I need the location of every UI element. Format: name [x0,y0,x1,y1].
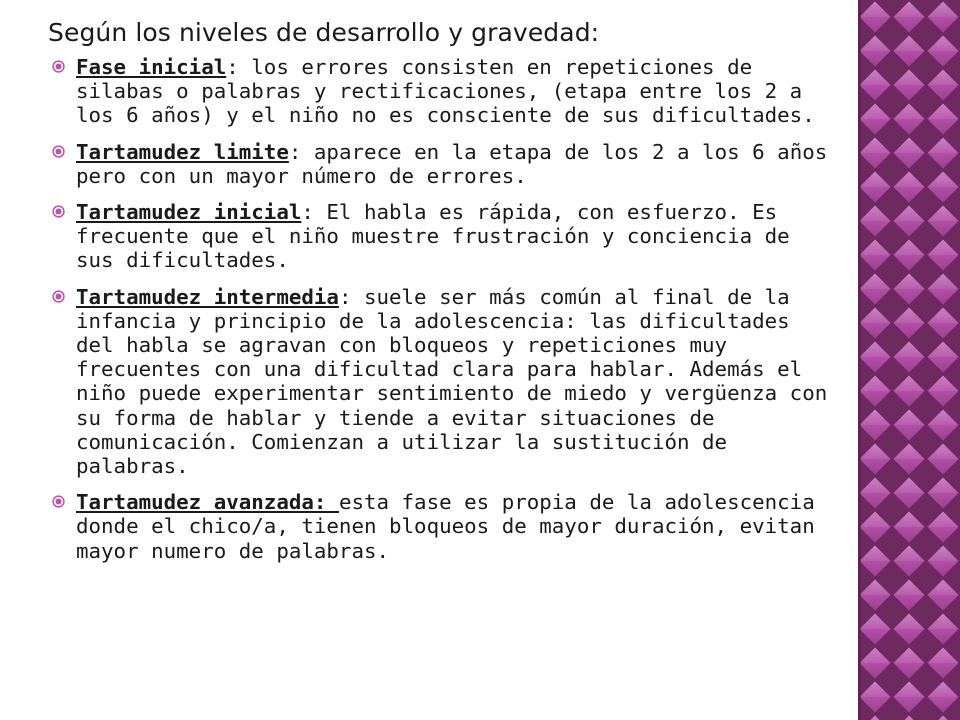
bullet-item [48,490,838,563]
bullet-term: Tartamudez intermedia [76,284,339,309]
circled-dot-icon [52,145,65,158]
bullet-text: : los errores consisten en repeticiones de silabas o palabras y rectificaciones, (etapa entre los 2 a los 6 años) y el niño no es consciente de sus dificultades. [76,55,815,128]
bullet-text: : El habla es rápida, con esfuerzo. Es frecuente que el niño muestre frustración y conciencia de sus dificultades. [76,200,790,273]
circled-dot-icon [52,60,65,73]
diamond-pattern-graphic [858,0,960,720]
decorative-diamond-pattern [858,0,960,720]
bullet-item [48,140,838,188]
bullet-term: Tartamudez limite [76,139,289,164]
circled-dot-icon [52,290,65,303]
bullet-item [48,200,838,273]
circled-dot-icon [52,205,65,218]
bullet-text: : aparece en la etapa de los 2 a los 6 años pero con un mayor número de errores. [76,139,828,188]
bullet-list [48,55,838,563]
bullet-term: Fase inicial [76,55,227,79]
bullet-item [48,285,838,479]
slide-content [48,16,838,575]
bullet-text: esta fase es propia de la adolescencia donde el chico/a, tienen bloqueos de mayor duración, evitan mayor numero de palabras. [76,490,815,563]
bullet-term: Tartamudez inicial [76,200,302,225]
bullet-term: Tartamudez avanzada: [76,490,339,515]
bullet-text: : suele ser más común al final de la infancia y principio de la adolescencia: las dificultades del habla se agravan con bloqueos y repeticiones muy frecuentes con una dificultad clara para hablar. Además el niño puede experimentar sentimiento de miedo y vergüenza con su forma de hablar y tiende a evitar situaciones de comunicación. Comienzan a utilizar la sustitución de palabras. [76,284,828,479]
slide-title: Según los niveles de desarrollo y gravedad: [48,18,600,47]
circled-dot-icon [52,495,65,508]
bullet-item [48,55,838,128]
